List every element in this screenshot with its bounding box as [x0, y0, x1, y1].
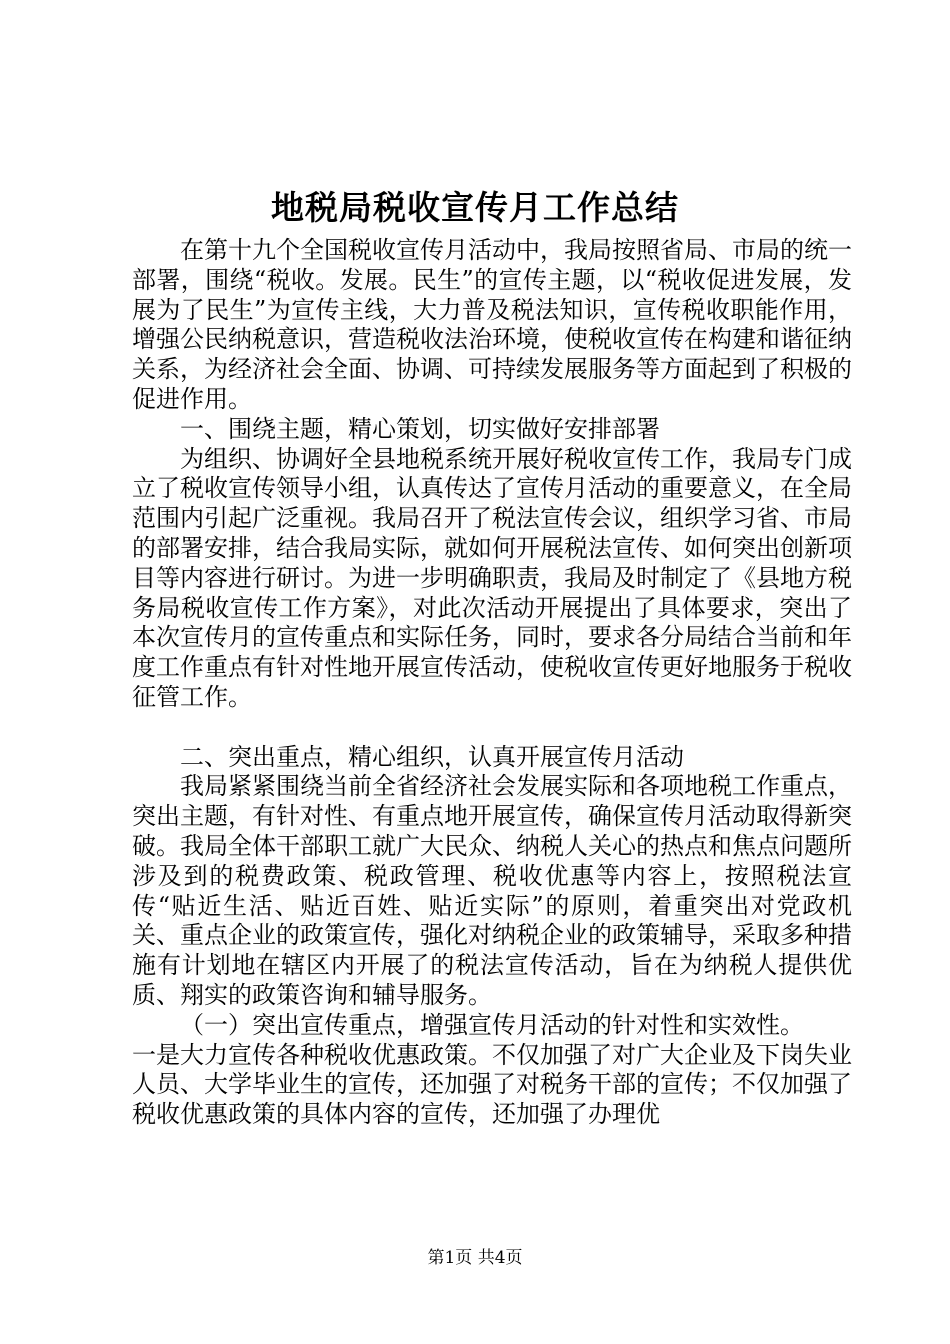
paragraph-section-1: 为组织、协调好全县地税系统开展好税收宣传工作，我局专门成立了税收宣传领导小组，认真传达了宣传月活动的重要意义，在全局范围内引起广泛重视。我局召开了税法宣传会议，组织学习省、市局的部署安排，结合我局实际，就如何开展税法宣传、如何突出创新项目等内容进行研讨。为进一步明确职责，我局及时制定了《县地方税务局税收宣传工作方案》，对此次活动开展提出了具体要求，突出了本次宣传月的宣传重点和实际任务，同时，要求各分局结合当前和年度工作重点有针对性地开展宣传活动，使税收宣传更好地服务于税收征管工作。 — [132, 444, 852, 711]
document-title: 地税局税收宣传月工作总结 — [271, 188, 679, 227]
paragraph-gap — [132, 713, 852, 743]
paragraph-intro: 在第十九个全国税收宣传月活动中，我局按照省局、市局的统一部署，围绕“税收。发展。民生”的宣传主题，以“税收促进发展，发展为了民生”为宣传主线，大力普及税法知识，宣传税收职能作用，增强公民纳税意识，营造税收法治环境，使税收宣传在构建和谐征纳关系，为经济社会全面、协调、可持续发展服务等方面起到了积极的促进作用。 — [132, 236, 852, 413]
document-body — [132, 236, 852, 1130]
section-heading-2: 二、突出重点，精心组织，认真开展宣传月活动 — [180, 742, 684, 771]
subsection-heading-1: （一）突出宣传重点，增强宣传月活动的针对性和实效性。 — [180, 1010, 804, 1039]
paragraph-subsection-1: 一是大力宣传各种税收优惠政策。不仅加强了对广大企业及下岗失业人员、大学毕业生的宣传，还加强了对税务干部的宣传；不仅加强了税收优惠政策的具体内容的宣传，还加强了办理优 — [132, 1040, 852, 1129]
page-footer: 第1页 共4页 — [427, 1248, 523, 1268]
section-heading-1: 一、围绕主题，精心策划，切实做好安排部署 — [180, 414, 660, 443]
paragraph-section-2: 我局紧紧围绕当前全省经济社会发展实际和各项地税工作重点，突出主题，有针对性、有重点地开展宣传，确保宣传月活动取得新突破。我局全体干部职工就广大民众、纳税人关心的热点和焦点问题所涉及到的税费政策、税政管理、税收优惠等内容上，按照税法宣传“贴近生活、贴近百姓、贴近实际”的原则，着重突出对党政机关、重点企业的政策宣传，强化对纳税企业的政策辅导，采取多种措施有计划地在辖区内开展了的税法宣传活动，旨在为纳税人提供优质、翔实的政策咨询和辅导服务。 — [132, 772, 852, 1009]
